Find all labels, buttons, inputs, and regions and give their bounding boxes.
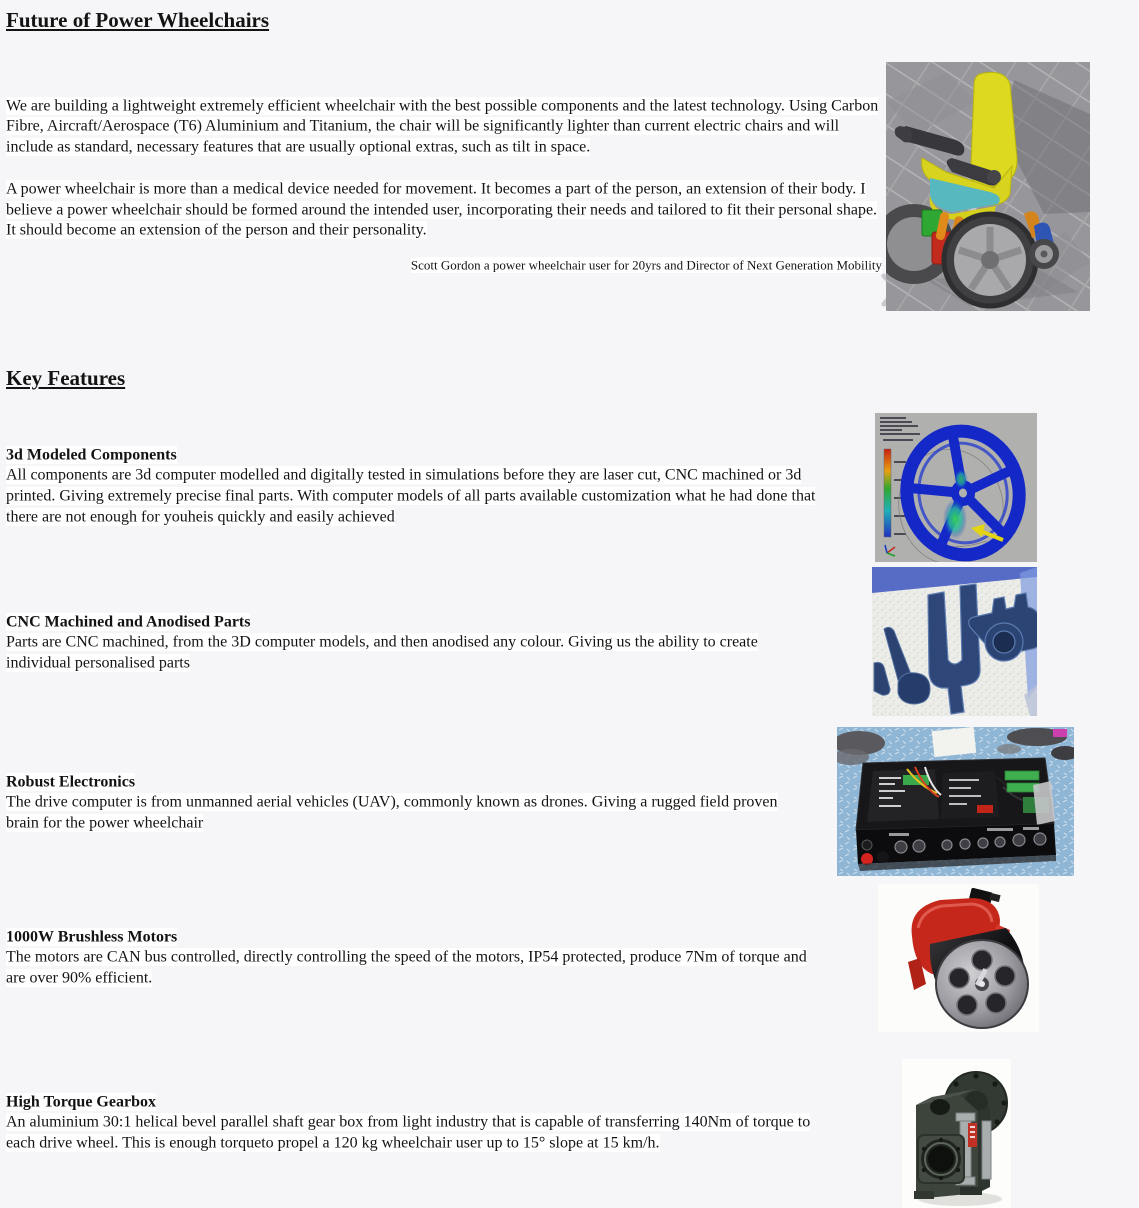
feature-heading	[6, 1092, 812, 1113]
drive-computer-image	[837, 727, 1074, 876]
feature-body-text: Parts are CNC machined, from the 3D computer models, and then anodised any colour. Giving us the ability to create individual personalised parts	[6, 633, 758, 672]
intro-paragraph-2-text: A power wheelchair is more than a medical device needed for movement. It becomes a part of the person, an extension of their body. I believe a power wheelchair should be formed around the intended user, incorporating their needs and tailored to fit their personal shape. It should become an extension of the person and their personality.	[6, 180, 878, 239]
fea-wheel-simulation-image	[875, 413, 1037, 562]
feature-heading-text: Robust Electronics	[6, 773, 136, 790]
feature-body	[6, 633, 826, 675]
feature-heading	[6, 772, 806, 793]
feature-heading-text: 3d Modeled Components	[6, 446, 177, 463]
feature-body	[6, 1113, 812, 1155]
blue-anodised-parts-image	[872, 567, 1037, 716]
feature-heading	[6, 612, 826, 633]
feature-body	[6, 466, 826, 528]
intro-paragraph-1-text: We are building a lightweight extremely efficient wheelchair with the best possible components and the latest technology. Using Carbon Fibre, Aircraft/Aerospace (T6) Aluminium and Titanium, the chair will be significantly lighter than current electric chairs and will include as standard, necessary features that are usually optional extras, such as tilt in space.	[6, 97, 879, 156]
feature-body	[6, 948, 818, 990]
feature-body-text: An aluminium 30:1 helical bevel parallel shaft gear box from light industry that is capable of transferring 140Nm of torque to each drive wheel. This is enough torqueto propel a 120 kg wheelchair user up to 15° slope at 15 km/h.	[6, 1113, 811, 1152]
brushless-motor-image	[878, 884, 1039, 1032]
feature-body-text: The drive computer is from unmanned aerial vehicles (UAV), commonly known as drones. Giving a rugged field proven brain for the power wheelchair	[6, 793, 778, 832]
feature-heading	[6, 445, 826, 466]
feature-body-text: All components are 3d computer modelled and digitally tested in simulations before they are laser cut, CNC machined or 3d printed. Giving extremely precise final parts. With computer models of all parts available customization what he had done that there are not enough for youheis quickly and easily achieved	[6, 466, 816, 526]
page-title: Future of Power Wheelchairs	[6, 8, 270, 32]
key-features-heading: Key Features	[6, 366, 126, 390]
feature-heading-text: 1000W Brushless Motors	[6, 928, 178, 945]
wheelchair-cad-image	[886, 62, 1090, 311]
feature-brushless-motors	[6, 927, 818, 989]
quote-attribution	[6, 257, 882, 274]
gearbox-image	[902, 1059, 1011, 1208]
feature-high-torque-gearbox	[6, 1092, 812, 1154]
feature-3d-modeled-components	[6, 445, 826, 528]
feature-heading-text: High Torque Gearbox	[6, 1093, 156, 1110]
feature-heading-text: CNC Machined and Anodised Parts	[6, 613, 251, 630]
intro-paragraph-1	[6, 96, 882, 158]
intro-section	[6, 96, 882, 274]
quote-attribution-text: Scott Gordon a power wheelchair user for 20yrs and Director of Next Generation Mobility	[410, 257, 882, 273]
feature-body-text: The motors are CAN bus controlled, directly controlling the speed of the motors, IP54 protected, produce 7Nm of torque and are over 90% efficient.	[6, 948, 807, 987]
feature-robust-electronics	[6, 772, 806, 834]
feature-heading	[6, 927, 818, 948]
feature-body	[6, 793, 806, 835]
feature-cnc-machined-parts	[6, 612, 826, 674]
intro-paragraph-2	[6, 180, 882, 242]
